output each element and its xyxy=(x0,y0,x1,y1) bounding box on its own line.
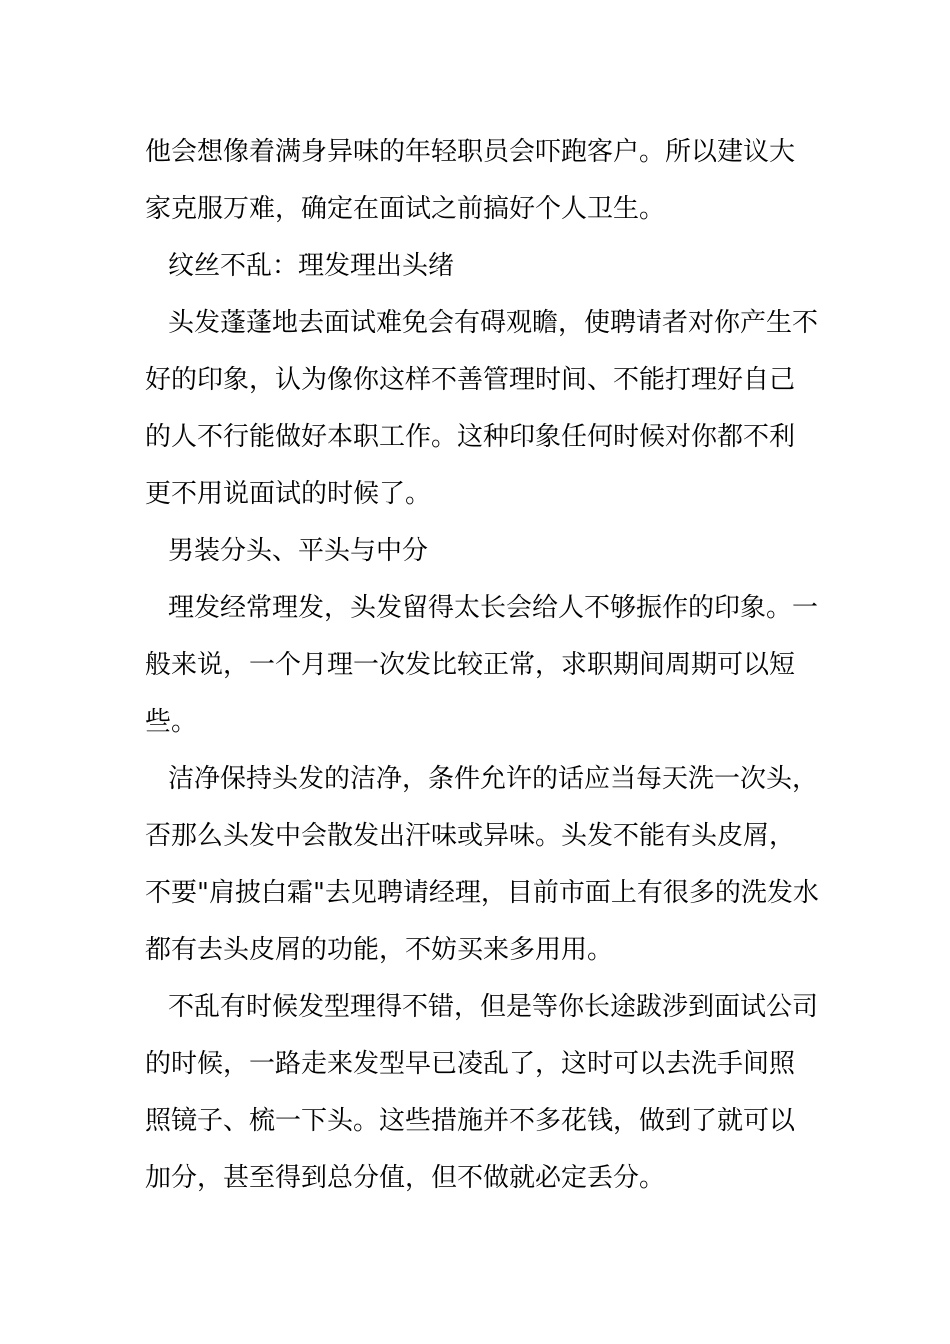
text-line: 更不用说面试的时候了。 xyxy=(145,479,432,509)
text-line: 的人不行能做好本职工作。这种印象任何时候对你都不利 xyxy=(145,422,796,452)
document-body xyxy=(145,124,819,1207)
text-line: 的时候，一路走来发型早已凌乱了，这时可以去洗手间照 xyxy=(145,1049,796,1079)
text-line: 头发蓬蓬地去面试难免会有碍观瞻，使聘请者对你产生不 xyxy=(168,308,819,338)
text-line: 加分，甚至得到总分值，但不做就必定丢分。 xyxy=(145,1163,666,1193)
text-line: 理发经常理发，头发留得太长会给人不够振作的印象。一 xyxy=(168,593,819,623)
text-line: 照镜子、梳一下头。这些措施并不多花钱，做到了就可以 xyxy=(145,1106,796,1136)
section-heading: 男装分头、平头与中分 xyxy=(168,536,429,566)
text-line: 不乱有时候发型理得不错，但是等你长途跋涉到面试公司 xyxy=(168,992,819,1022)
text-line: 好的印象，认为像你这样不善管理时间、不能打理好自己 xyxy=(145,365,796,395)
section-heading: 纹丝不乱：理发理出头绪 xyxy=(168,251,455,281)
text-line: 些。 xyxy=(145,707,198,737)
text-line: 不要"肩披白霜"去见聘请经理，目前市面上有很多的洗发水 xyxy=(145,878,819,908)
text-line: 般来说，一个月理一次发比较正常，求职期间周期可以短 xyxy=(145,650,796,680)
text-line: 否那么头发中会散发出汗味或异味。头发不能有头皮屑， xyxy=(145,821,796,851)
text-line: 洁净保持头发的洁净，条件允许的话应当每天洗一次头， xyxy=(168,764,819,794)
text-line: 他会想像着满身异味的年轻职员会吓跑客户。所以建议大 xyxy=(145,137,796,167)
text-line: 家克服万难，确定在面试之前搞好个人卫生。 xyxy=(145,194,666,224)
text-line: 都有去头皮屑的功能，不妨买来多用用。 xyxy=(145,935,614,965)
